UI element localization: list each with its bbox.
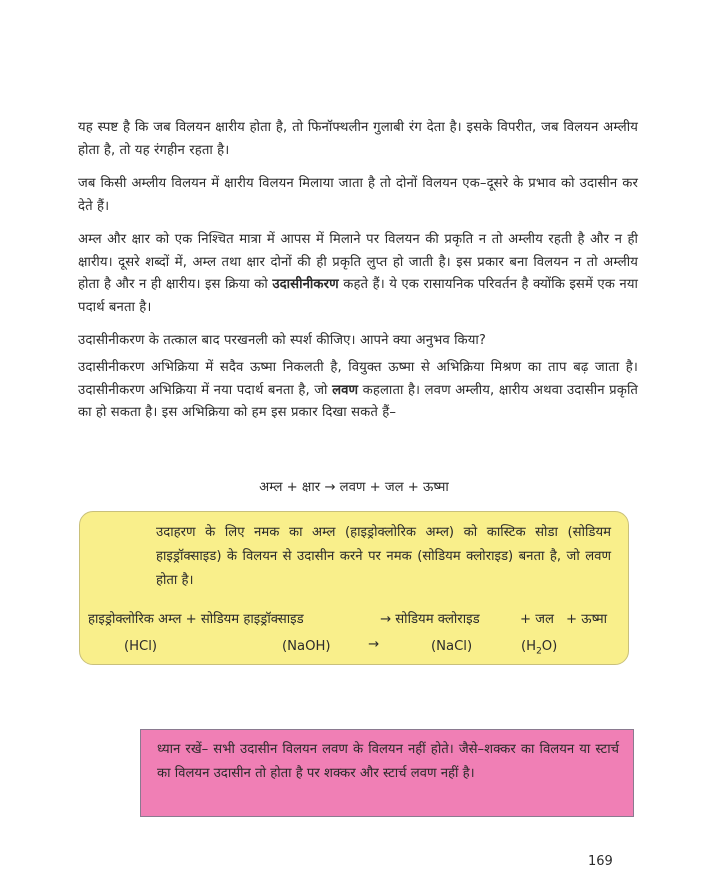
formula-water-h: (H: [521, 639, 537, 654]
formula-naoh: (NaOH): [282, 639, 331, 654]
note-text: ध्यान रखें– सभी उदासीन विलयन लवण के विलयन नहीं होते। जैसे–शक्कर का विलयन या स्टार्च का विलयन उदासीन तो होता है पर शक्कर और स्टार्च लवण नहीं है।: [157, 742, 619, 781]
reaction-reactants: हाइड्रोक्लोरिक अम्ल + सोडियम हाइड्रॉक्साइड: [88, 612, 304, 627]
reaction-product-water: + जल: [520, 612, 554, 627]
reaction-product-nacl: → सोडियम क्लोराइड: [380, 612, 480, 627]
formula-water-o: O): [541, 639, 558, 654]
paragraph-touch-test-tube: उदासीनीकरण के तत्काल बाद परखनली को स्पर्श कीजिए। आपने क्या अनुभव किया?: [78, 333, 487, 348]
term-neutralization: उदासीनीकरण: [272, 277, 339, 292]
reaction-product-heat: + ऊष्मा: [566, 612, 608, 627]
paragraph-neutralization-definition: [78, 229, 638, 319]
paragraph-text: अम्ल और क्षार को एक निश्चित मात्रा में आपस में मिलाने पर विलयन की प्रकृति न तो अम्लीय रहती है और न ही क्षारीय। दूसरे शब्दों में, अम्ल तथा क्षार दोनों की ही प्रकृति लुप्त हो जाती है। इस प्रकार बना विलयन न तो अम्लीय होता है और न ही क्षारीय। इस क्रिया को: [78, 232, 638, 292]
paragraph-neutralize-effect: जब किसी अम्लीय विलयन में क्षारीय विलयन मिलाया जाता है तो दोनों विलयन एक–दूसरे के प्रभाव को उदासीन कर देते हैं।: [78, 176, 638, 214]
paragraph-text: कहते हैं। ये एक रासायनिक परिवर्तन है क्योंकि इसमें एक नया पदार्थ बनता है।: [78, 277, 638, 315]
note-box: [140, 729, 634, 817]
formula-water-subscript: 2: [536, 646, 542, 657]
paragraph-text: कहलाता है। लवण अम्लीय, क्षारीय अथवा उदासीन प्रकृति का हो सकता है। इस अभिक्रिया को हम इस प्रकार दिखा सकते हैं–: [78, 382, 638, 420]
term-salt: लवण: [332, 382, 359, 398]
paragraph-phenolphthalein: यह स्पष्ट है कि जब विलयन क्षारीय होता है, तो फिनॉफ्थलीन गुलाबी रंग देता है। इसके विपरीत, जब विलयन अम्लीय होता है, तो यह रंगहीन रहता है।: [78, 120, 638, 158]
example-text: उदाहरण के लिए नमक का अम्ल (हाइड्रोक्लोरिक अम्ल) को कास्टिक सोडा (सोडियम हाइड्रॉक्साइड) के विलयन से उदासीन करने पर नमक (सोडियम क्लोराइड) बनता है, जो लवण होता है।: [156, 525, 611, 588]
paragraph-heat-released: [78, 357, 638, 425]
formula-water: [521, 638, 557, 661]
formula-arrow: →: [368, 637, 380, 652]
word-equation: अम्ल + क्षार → लवण + जल + ऊष्मा: [259, 480, 449, 495]
page-number: 169: [588, 854, 613, 869]
formula-hcl: (HCl): [124, 639, 158, 654]
paragraph-text: उदासीनीकरण अभिक्रिया में सदैव ऊष्मा निकलती है, वियुक्त ऊष्मा से अभिक्रिया मिश्रण का ताप बढ़ जाता है। उदासीनीकरण अभिक्रिया में नया पदार्थ बनता है, जो: [78, 360, 638, 398]
example-box: [79, 511, 629, 665]
formula-nacl: (NaCl): [431, 639, 473, 654]
